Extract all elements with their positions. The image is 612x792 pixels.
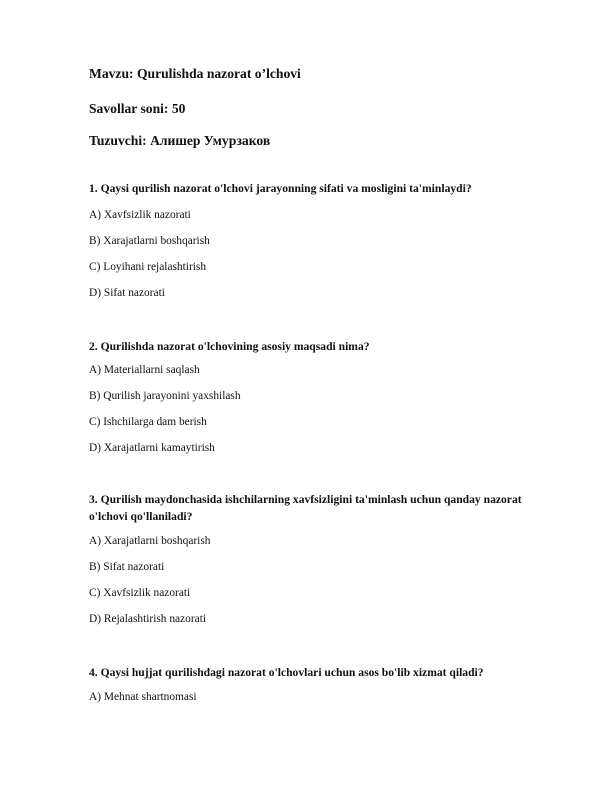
topic-title: Mavzu: Qurulishda nazorat o’lchovi	[89, 66, 301, 81]
question-1-option-d: D) Sifat nazorati	[89, 287, 165, 299]
question-2-option-c: C) Ishchilarga dam berish	[89, 416, 207, 428]
author-line: Tuzuvchi: Алишер Умурзаков	[89, 133, 271, 148]
question-3: 3. Qurilish maydonchasida ishchilarning xavfsizligini ta'minlash uchun qanday nazorat o'lchovi qo'llaniladi?	[89, 493, 522, 523]
question-3-option-a: A) Xarajatlarni boshqarish	[89, 535, 211, 547]
question-3-option-d: D) Rejalashtirish nazorati	[89, 613, 207, 625]
question-3-option-b: B) Sifat nazorati	[89, 561, 165, 573]
question-1-option-b: B) Xarajatlarni boshqarish	[89, 235, 210, 247]
question-1: 1. Qaysi qurilish nazorat o'lchovi jarayonning sifati va mosligini ta'minlaydi?	[89, 182, 472, 195]
question-4: 4. Qaysi hujjat qurilishdagi nazorat o'lchovlari uchun asos bo'lib xizmat qiladi?	[89, 666, 484, 679]
questions-count: Savollar soni: 50	[89, 101, 186, 116]
question-2-option-a: A) Materiallarni saqlash	[89, 364, 200, 376]
question-2-option-b: B) Qurilish jarayonini yaxshilash	[89, 390, 241, 402]
question-2-option-d: D) Xarajatlarni kamaytirish	[89, 442, 215, 454]
question-1-option-a: A) Xavfsizlik nazorati	[89, 209, 191, 221]
question-4-option-a: A) Mehnat shartnomasi	[89, 691, 197, 703]
question-1-option-c: C) Loyihani rejalashtirish	[89, 261, 207, 273]
question-3-option-c: C) Xavfsizlik nazorati	[89, 587, 191, 599]
question-2: 2. Qurilishda nazorat o'lchovining asosiy maqsadi nima?	[89, 340, 370, 353]
